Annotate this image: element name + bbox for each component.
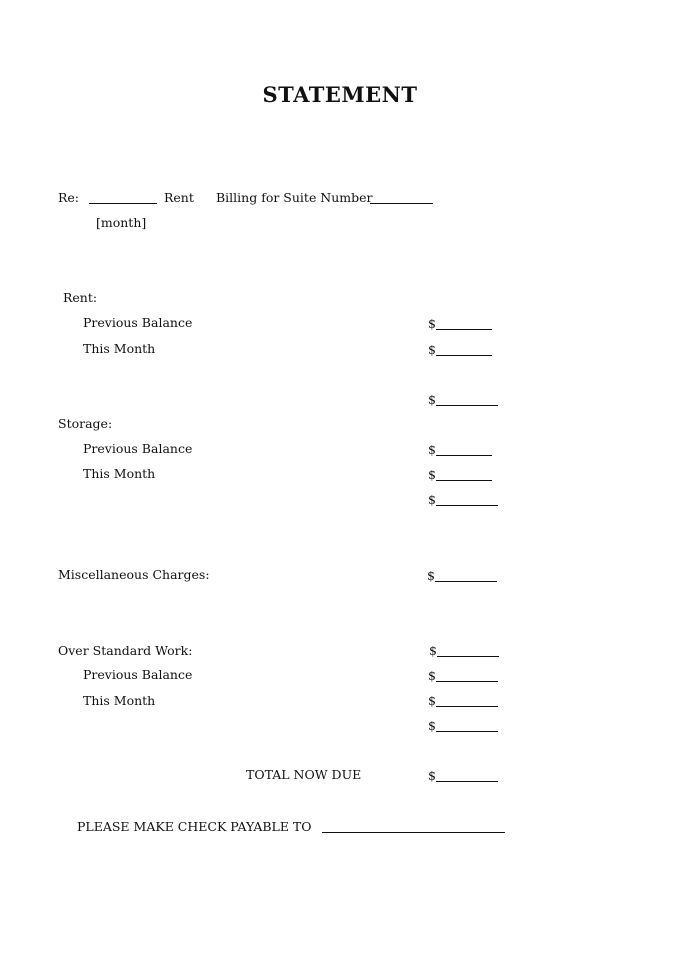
storage-this-month-label: This Month [83, 466, 156, 481]
currency-sign: $ [428, 668, 436, 683]
over-standard-previous-balance-blank[interactable] [436, 681, 498, 682]
over-standard-previous-balance-label: Previous Balance [83, 667, 193, 682]
document-title: STATEMENT [262, 82, 418, 107]
rent-this-month-blank[interactable] [436, 355, 492, 356]
billing-label: Billing for Suite Number [216, 190, 373, 205]
currency-sign: $ [428, 693, 436, 708]
currency-sign: $ [428, 718, 436, 733]
currency-sign: $ [428, 492, 436, 507]
currency-sign: $ [429, 643, 437, 658]
total-now-due-blank[interactable] [436, 781, 498, 782]
currency-sign: $ [428, 316, 436, 331]
over-standard-subtotal-blank[interactable] [436, 731, 498, 732]
rent-word: Rent [164, 190, 194, 205]
misc-charges-blank[interactable] [435, 581, 497, 582]
total-now-due-label: TOTAL NOW DUE [246, 767, 362, 782]
storage-heading: Storage: [58, 416, 113, 431]
storage-previous-balance-label: Previous Balance [83, 441, 193, 456]
currency-sign: $ [428, 442, 436, 457]
currency-sign: $ [428, 342, 436, 357]
over-standard-this-month-label: This Month [83, 693, 156, 708]
currency-sign: $ [427, 568, 435, 583]
currency-sign: $ [428, 768, 436, 783]
storage-previous-balance-blank[interactable] [436, 455, 492, 456]
re-label: Re: [58, 190, 80, 205]
storage-this-month-blank[interactable] [436, 480, 492, 481]
rent-previous-balance-blank[interactable] [436, 329, 492, 330]
over-standard-heading: Over Standard Work: [58, 643, 193, 658]
currency-sign: $ [428, 392, 436, 407]
misc-charges-label: Miscellaneous Charges: [58, 567, 210, 582]
over-standard-this-month-blank[interactable] [436, 706, 498, 707]
suite-number-blank[interactable] [370, 203, 433, 204]
payable-to-label: PLEASE MAKE CHECK PAYABLE TO [77, 819, 312, 834]
payable-to-blank[interactable] [322, 832, 505, 833]
over-standard-main-blank[interactable] [437, 656, 499, 657]
rent-subtotal-blank[interactable] [436, 405, 498, 406]
rent-previous-balance-label: Previous Balance [83, 315, 193, 330]
rent-this-month-label: This Month [83, 341, 156, 356]
storage-subtotal-blank[interactable] [436, 505, 498, 506]
month-hint: [month] [96, 215, 147, 230]
rent-heading: Rent: [63, 290, 98, 305]
currency-sign: $ [428, 467, 436, 482]
month-blank[interactable] [89, 203, 157, 204]
